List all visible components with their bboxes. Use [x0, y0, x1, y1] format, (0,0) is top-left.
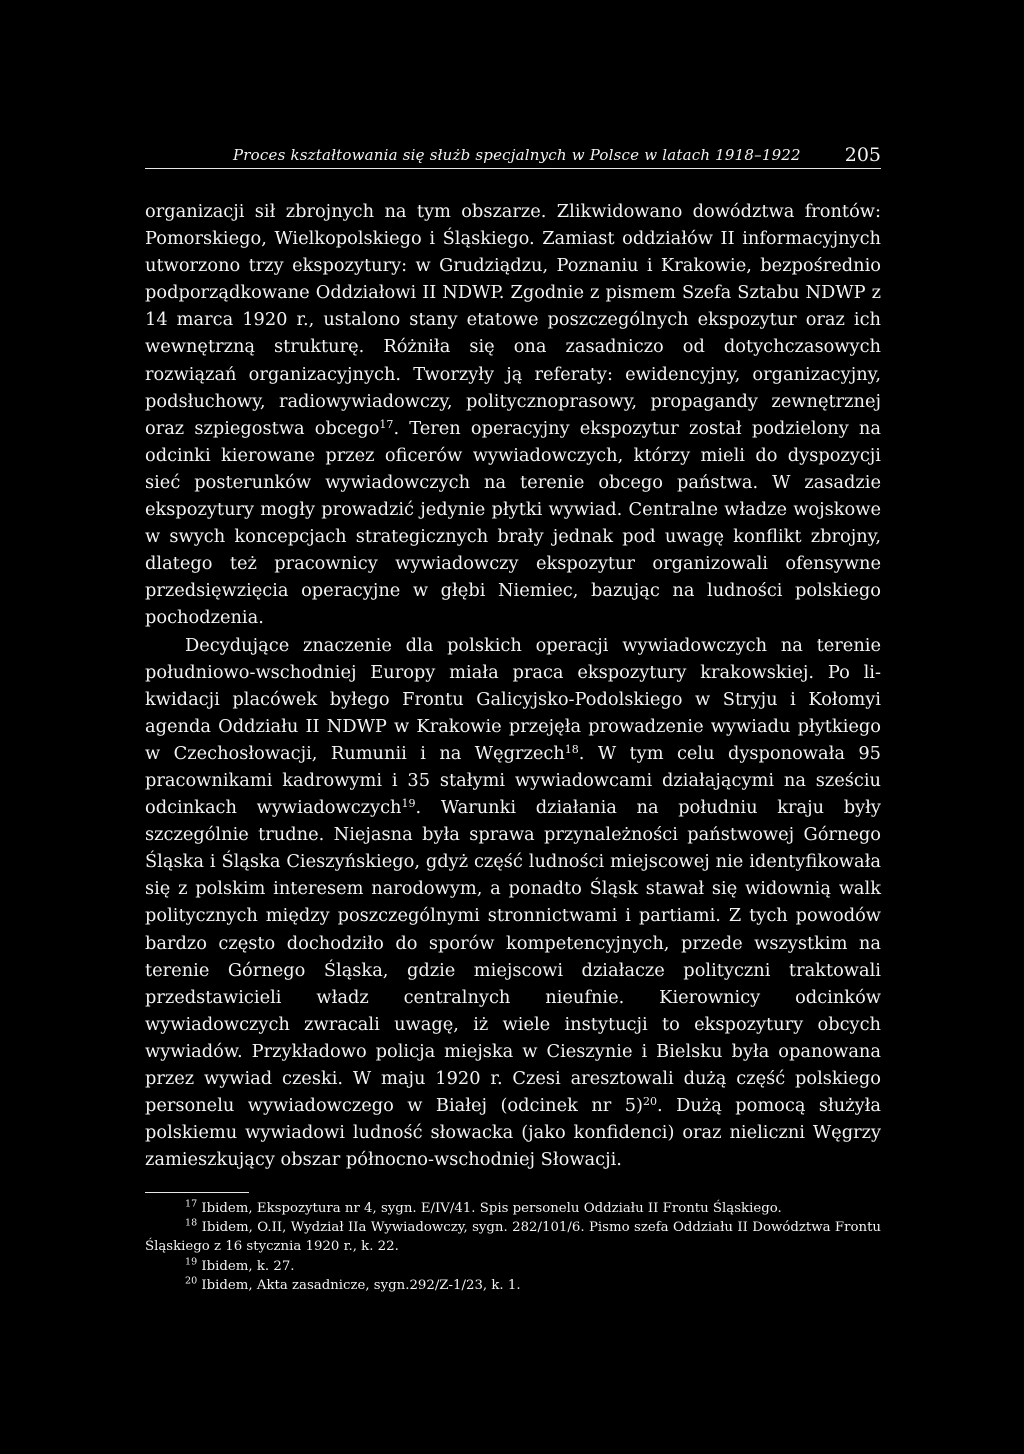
- paragraph-2-text-c: . Warunki działania na południu kraju były szczególnie trudne. Niejasna była sprawa przynależności państwowej Górnego Śląska i Śląska Cieszyńskiego, gdyż część ludności miejscowej nie identyfikowała się z polskim interesem narodowym, a ponadto Śląsk stawał się widownią walk politycznych między poszczególnymi stronnictwami i partiami. Z tych powodów bardzo często dochodziło do sporów kompetencyjnych, przede wszystkim na terenie Górnego Śląska, gdzie miejscowi działacze polityczni traktowali przedstawicieli władz centralnych nieufnie. Kierownicy odcinków wywiadowczych zwracali uwagę, iż wiele instytucji to ekspozytury obcych wywiadów. Przykładowo policja miejska w Cieszynie i Bielsku była opanowana przez wywiad czeski. W maju 1920 r. Czesi aresztowali dużą część polskiego personelu wywiadowczego w Białej (odcinek nr 5): [145, 797, 881, 1117]
- paragraph-1-text-b: . Teren operacyjny ekspozytur został podzielony na odcinki kierowane przez oficerów wywiadowczych, którzy mieli do dyspozycji sieć posterunków wywiadowczych na terenie obcego państwa. W zasadzie ekspozytury mogły prowadzić jedynie płytki wywiad. Centralne władze wojskowe w swych koncepcjach strategicznych brały jednak pod uwagę konflikt zbrojny, dlatego też pracownicy wywiadowczy ekspozytur organizowali ofensywne przedsięwzięcia operacyjne w głębi Niemiec, bazując na ludności polskiego pochodzenia.: [145, 417, 881, 629]
- footnote-ref-18: 18: [564, 742, 579, 756]
- footnote-separator: [145, 1192, 249, 1193]
- footnote-18: [145, 1218, 881, 1256]
- paragraph-2-text-a: Decydujące znaczenie dla polskich operacji wywiadowczych na terenie południowo-wschodniej Europy miała praca ekspozytury krakowskiej. Po likwidacji placówek byłego Frontu Galicyjsko-Podolskiego w Stryju i Kołomyi agenda Oddziału II NDWP w Krakowie przejęła prowadzenie wywiadu płytkiego w Czechosłowacji, Rumunii i na Węgrzech: [145, 634, 881, 764]
- footnote-text: Ibidem, Akta zasadnicze, sygn.292/Z-1/23, k. 1.: [201, 1277, 521, 1293]
- page-number: 205: [844, 144, 881, 166]
- paragraph-2-text-d: . Dużą pomocą służyła polskiemu wywiadowi ludność słowacka (jako konfidenci) oraz nieliczni Węgrzy zamieszkujący obszar północno-wschodniej Słowacji.: [145, 1095, 882, 1171]
- footnote-ref-17: 17: [379, 417, 394, 431]
- footnote-text: Ibidem, k. 27.: [201, 1258, 295, 1274]
- footnote-ref-20: 20: [643, 1095, 658, 1109]
- running-title: Proces kształtowania się służb specjalnych w Polsce w latach 1918–1922: [233, 146, 801, 164]
- paragraph-2: [145, 632, 881, 1174]
- footnote-19: [145, 1257, 881, 1276]
- running-header: [145, 142, 881, 169]
- footnote-mark: 18: [185, 1217, 198, 1229]
- footnotes: [145, 1199, 881, 1295]
- footnote-17: [145, 1199, 881, 1218]
- book-page: [145, 0, 881, 1454]
- paragraph-1-text-a: organizacji sił zbrojnych na tym obszarze. Zlikwidowano dowództwa frontów: Pomorskiego, Wielkopolskiego i Śląskiego. Zamiast oddziałów II informacyjnych utworzono trzy ekspozytury: w Grudziądzu, Poznaniu i Krakowie, bezpośrednio podporządkowane Oddziałowi II NDWP. Zgodnie z pismem Szefa Sztabu NDWP z 14 marca 1920 r., ustalono stany etatowe poszczególnych ekspozytur oraz ich wewnętrzną strukturę. Różniła się ona zasadniczo od dotychczasowych rozwiązań organizacyjnych. Tworzyły ją referaty: ewidencyjny, organizacyjny, podsłuchowy, radiowywiadowczy, politycznoprasowy, propagandy zewnętrznej oraz szpiegostwa obcego: [145, 201, 881, 439]
- paragraph-2-text-b: . W tym celu dysponowała 95 pracownikami kadrowymi i 35 stałymi wywiadowcami działającymi na sześciu odcinkach wywiadowczych: [145, 742, 881, 819]
- paragraph-1: [145, 198, 881, 632]
- footnote-mark: 20: [185, 1275, 198, 1287]
- footnote-mark: 17: [185, 1198, 198, 1210]
- body-text: [145, 198, 881, 1173]
- footnote-ref-19: 19: [401, 797, 416, 810]
- footnote-mark: 19: [185, 1256, 198, 1268]
- footnote-20: [145, 1276, 881, 1295]
- footnote-text: Ibidem, O.II, Wydział IIa Wywiadowczy, sygn. 282/101/6. Pismo szefa Oddziału II Dowództwa Frontu Śląskiego z 16 stycznia 1920 r., k. 22.: [145, 1220, 881, 1255]
- footnote-text: Ibidem, Ekspozytura nr 4, sygn. E/IV/41. Spis personelu Oddziału II Frontu Śląskiego.: [201, 1201, 782, 1216]
